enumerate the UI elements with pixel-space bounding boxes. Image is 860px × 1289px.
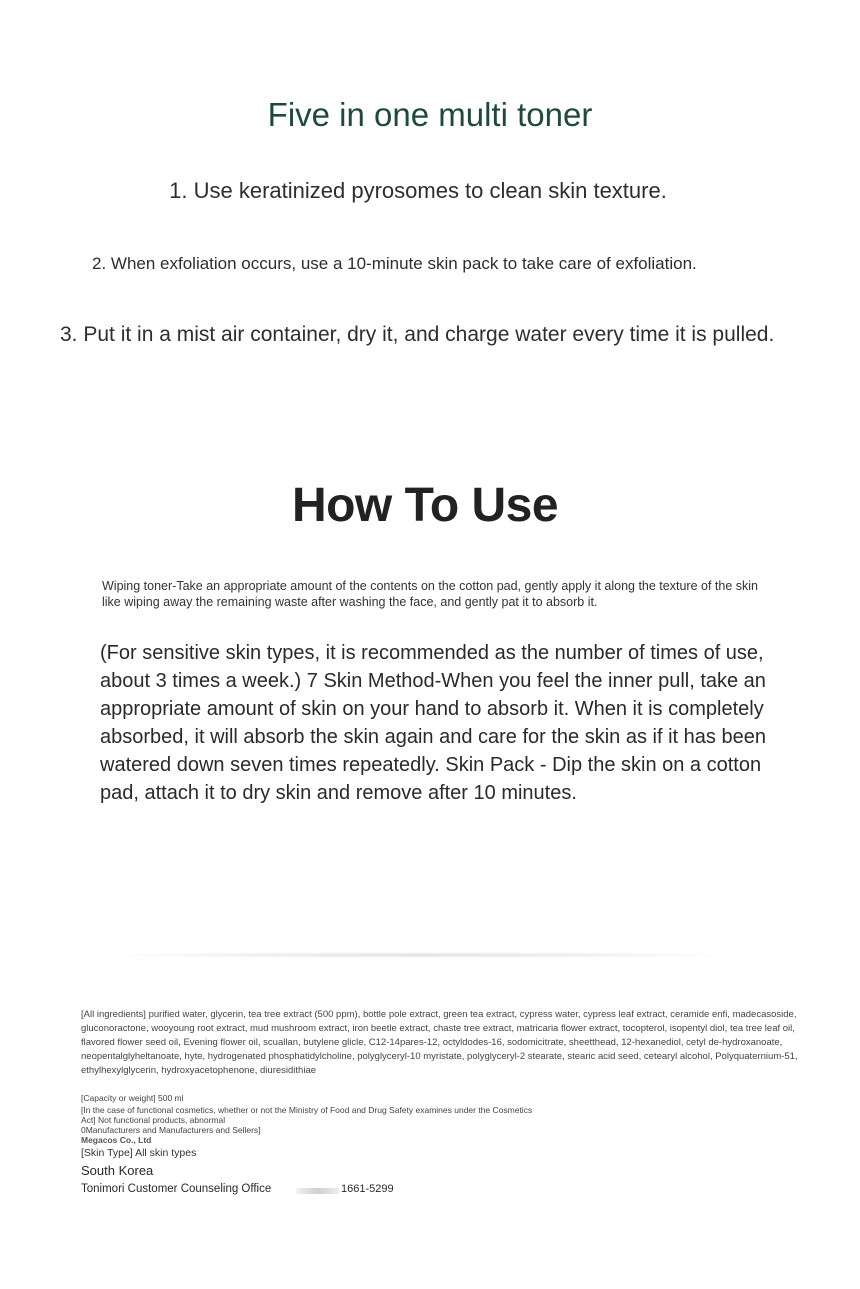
usage-step-3: 3. Put it in a mist air container, dry it, and charge water every time it is pulled. [60,323,775,346]
usage-step-2: 2. When exfoliation occurs, use a 10-minute skin pack to take care of exfoliation. [92,254,697,273]
functional-cosmetics-info [81,1105,541,1135]
product-title: Five in one multi toner [267,96,593,133]
wiping-toner-instructions: Wiping toner-Take an appropriate amount of the contents on the cotton pad, gently apply it along the texture of the skin like wiping away the remaining waste after washing the face, and gently pat it to absorb it. [102,579,758,609]
skin-type-info: [Skin Type] All skin types [81,1147,197,1159]
capacity-info: [Capacity or weight] 500 ml [81,1093,184,1103]
customer-phone-number: 1661-5299 [341,1183,394,1195]
manufacturers-label: 0Manufacturers and Manufacturers and Sellers] [81,1125,261,1135]
section-divider [100,952,740,958]
usage-step-1: 1. Use keratinized pyrosomes to clean skin texture. [169,178,667,203]
how-to-use-heading: How To Use [291,479,559,532]
ingredients-list: [All ingredients] purified water, glycerin, tea tree extract (500 ppm), bottle pole extract, green tea extract, cypress water, cypress leaf extract, ceramide enfi, madecasoside, gluconoractone, wooyoung root extract, mud mushroom extract, iron beetle extract, chaste tree extract, matricaria flower extract, tocopterol, isopentyl diol, tea tree leaf oil, flavored flower seed oil, Evening flower oil, scuallan, butylene glicle, C12-14pares-12, octyldodes-16, sodomicitrate, sheetthead, 12-hexanediol, cetyl de-hydroxanoate, neopentalglyheltanoate, hyte, hydrogenated phosphatidylcholine, polyglyceryl-10 myristate, polyglyceryl-2 stearate, stearic acid seed, cetearyl alcohol, Polyquaternium-51, ethylhexylglycerin, hydroxyacetophenone, diuresidithiae [81,1009,798,1076]
blurred-phone-prefix [296,1188,340,1194]
functional-cosmetics-text: [In the case of functional cosmetics, whether or not the Ministry of Food and Drug Safety examines under the Cosmetics Act] Not functional products, abnormal [81,1105,533,1125]
sensitive-skin-instructions: (For sensitive skin types, it is recommended as the number of times of use, about 3 times a week.) 7 Skin Method-When you feel the inner pull, take an appropriate amount of skin on your hand to absorb it. When it is completely absorbed, it will absorb the skin again and care for the skin as if it has been watered down seven times repeatedly. Skin Pack - Dip the skin on a cotton pad, attach it to dry skin and remove after 10 minutes. [100,642,766,804]
customer-counseling-office: Tonimori Customer Counseling Office [81,1183,272,1195]
manufacturer-name: Megacos Co., Ltd [81,1135,152,1145]
country-of-origin: South Korea [81,1163,154,1178]
